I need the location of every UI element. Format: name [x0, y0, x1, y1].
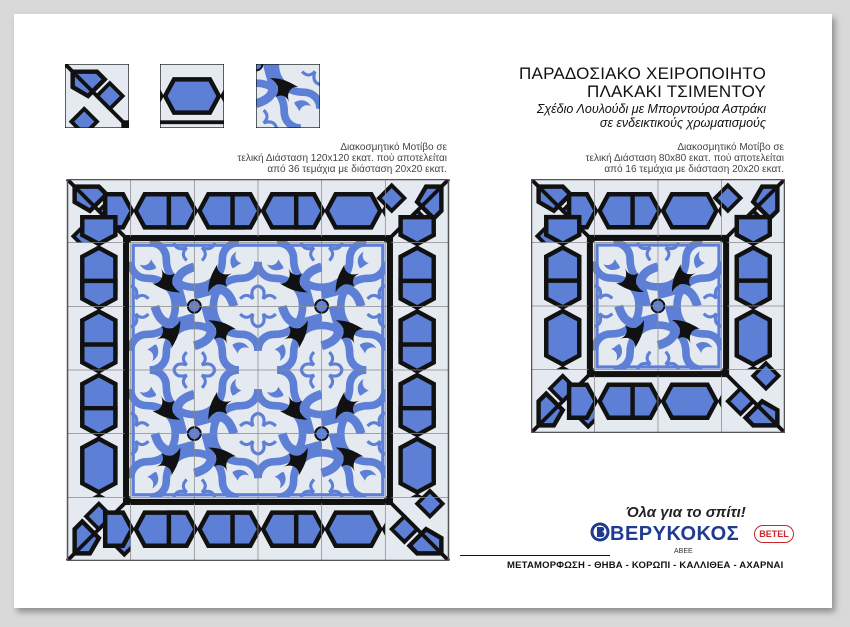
partner-logo: BETEL [754, 525, 794, 543]
large-pattern-note: Διακοσμητικό Μοτίβο σε τελική Διάσταση 120x120 εκατ. πού αποτελείται από 36 τεμάχια με διάσταση 20x20 εκατ. [237, 142, 447, 175]
flower-tile [315, 300, 385, 370]
subtitle-line-2: σε ενδεικτικούς χρωματισμούς [599, 116, 766, 130]
large-tile-pattern [66, 179, 450, 561]
subtitle-line-1: Σχέδιο Λουλούδι με Μπορντούρα Αστράκι [536, 102, 766, 116]
brand-suffix: ΑΒΕΕ [674, 548, 693, 555]
title-line-2: ΠΛΑΚΑΚΙ ΤΣΙΜΕΝΤΟΥ [586, 82, 766, 101]
small-tile-pattern [531, 179, 785, 433]
flower-tile [188, 427, 258, 497]
border-tile-icon [160, 64, 224, 128]
brand-name: ΒΕΡΥΚΟΚΟΣ [610, 523, 740, 545]
flower-tile [315, 427, 385, 497]
store-locations: ΜΕΤΑΜΟΡΦΩΣΗ - ΘΗΒΑ - ΚΟΡΩΠΙ - ΚΑΛΛΙΘΕΑ - ΑΧΑΡΝΑΙ [507, 560, 784, 571]
title-line-1: ΠΑΡΑΔΟΣΙΑΚΟ ΧΕΙΡΟΠΟΙΗΤΟ [519, 64, 766, 83]
corner-tile-icon [65, 64, 129, 128]
flower-tile [652, 300, 722, 370]
small-pattern-note: Διακοσμητικό Μοτίβο σε τελική Διάσταση 80x80 εκατ. πού αποτελείται από 16 τεμάχια με διάσταση 20x20 εκατ. [585, 142, 784, 175]
flower-tile [188, 300, 258, 370]
corner-tile [722, 363, 786, 433]
corner-tile [385, 491, 449, 561]
flower-tile-icon [256, 64, 320, 128]
brand-logo-icon [590, 521, 610, 543]
slogan: Όλα για το σπίτι! [626, 504, 746, 521]
divider [460, 555, 610, 556]
catalog-sheet [14, 14, 832, 608]
